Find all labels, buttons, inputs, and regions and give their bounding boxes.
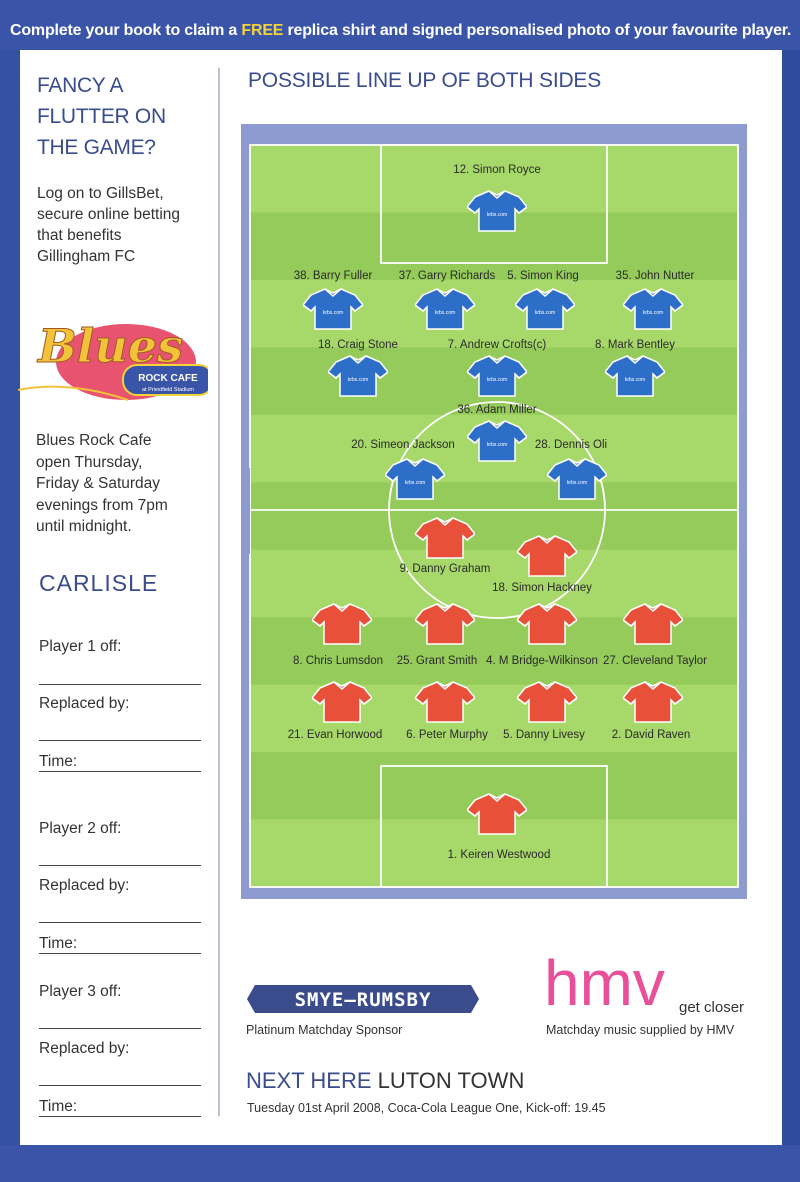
blues-line: Friday & Saturday: [36, 475, 161, 492]
logo-small-text: at Priestfield Stadium: [142, 387, 194, 393]
banner-text-end: replica shirt and signed personalised photo of your favourite player.: [283, 22, 792, 39]
blue-player-name: 7. Andrew Crofts(c): [447, 339, 547, 351]
shirt-sponsor-text: krbs.com: [566, 480, 588, 486]
next-match-heading: [246, 1068, 524, 1094]
smye-logo-text: SMYE—RUMSBY: [294, 989, 432, 1011]
football-pitch: [241, 124, 747, 899]
red-player-name: 27. Cleveland Taylor: [603, 655, 707, 667]
blue-player-name: 12. Simon Royce: [453, 164, 541, 176]
blues-line: open Thursday,: [36, 453, 143, 471]
shirt-sponsor-text: krbs.com: [434, 310, 456, 316]
player-3-off-field[interactable]: [39, 1028, 201, 1029]
fancy-a-flutter-heading: [37, 70, 207, 163]
hmv-logo-text: hmv: [544, 947, 665, 1015]
next-here-label: NEXT HERE: [246, 1068, 372, 1093]
hmv-label: Matchday music supplied by HMV: [546, 1023, 735, 1037]
player-3-off-label: Player 3 off:: [39, 983, 122, 1000]
logo-main-text: Blues: [38, 319, 183, 373]
blues-line: until midnight.: [36, 518, 132, 535]
right-band: [782, 50, 800, 1145]
player-3-replaced-field[interactable]: [39, 1085, 201, 1086]
red-player-name: 25. Grant Smith: [396, 655, 478, 667]
blues-rock-cafe-text: [36, 430, 211, 538]
gillsbet-line: Gillingham FC: [37, 248, 136, 265]
shirt-sponsor-text: krbs.com: [642, 310, 664, 316]
red-player-name: 4. M Bridge-Wilkinson: [486, 655, 598, 667]
player-1-replaced-field[interactable]: [39, 740, 201, 741]
gillsbet-line: Log on to GillsBet,: [37, 185, 164, 202]
player-2-time-field[interactable]: [39, 953, 201, 954]
shirt-sponsor-text: krbs.com: [404, 480, 426, 486]
red-player-name: 1. Keiren Westwood: [447, 849, 551, 861]
pitch-stripes: [250, 145, 738, 888]
blue-player-name: 38. Barry Fuller: [293, 270, 373, 282]
red-player-name: 5. Danny Livesy: [503, 729, 585, 741]
player-1-off-field[interactable]: [39, 684, 201, 685]
red-player-name: 8. Chris Lumsdon: [292, 655, 384, 667]
red-player-name: 2. David Raven: [611, 729, 691, 741]
red-player-name: 6. Peter Murphy: [406, 729, 488, 741]
player-1-replaced-label: Replaced by:: [39, 695, 130, 712]
blue-player-name: 18. Craig Stone: [318, 339, 398, 351]
player-1-time-field[interactable]: [39, 771, 201, 772]
player-1-time-label: Time:: [39, 753, 78, 770]
smye-rumsby-logo: [247, 985, 487, 1013]
player-3-time-label: Time:: [39, 1098, 78, 1115]
player-2-replaced-label: Replaced by:: [39, 877, 130, 894]
player-1-off-label: Player 1 off:: [39, 638, 122, 655]
red-player-name: 9. Danny Graham: [399, 563, 491, 575]
pitch-stripe: [250, 482, 738, 550]
blues-rock-cafe-logo: [8, 310, 208, 410]
blue-player-name: 36. Adam Miller: [457, 404, 537, 416]
shirt-sponsor-text: krbs.com: [347, 377, 369, 383]
shirt-sponsor-text: krbs.com: [534, 310, 556, 316]
blue-player-name: 37. Garry Richards: [398, 270, 496, 282]
player-2-off-field[interactable]: [39, 865, 201, 866]
shirt-sponsor-text: krbs.com: [322, 310, 344, 316]
player-2-replaced-field[interactable]: [39, 922, 201, 923]
player-2-time-label: Time:: [39, 935, 78, 952]
blues-line: Blues Rock Cafe: [36, 432, 152, 449]
shirt-sponsor-text: krbs.com: [486, 212, 508, 218]
fancy-line: THE GAME?: [37, 136, 156, 159]
blues-line: evenings from 7pm: [36, 496, 168, 514]
banner-text-start: Complete your book to claim a: [10, 22, 242, 39]
side-tab: [241, 468, 250, 554]
top-banner: [0, 0, 800, 50]
logo-sub-text: ROCK CAFE: [138, 373, 198, 384]
gillsbet-line: that benefits: [37, 227, 122, 244]
shirt-sponsor-text: krbs.com: [624, 377, 646, 383]
blue-player-name: 8. Mark Bentley: [595, 339, 675, 351]
column-divider: [218, 68, 220, 1116]
blue-player-name: 20. Simeon Jackson: [351, 439, 455, 451]
blue-player-name: 28. Dennis Oli: [534, 439, 608, 451]
bottom-band: [0, 1145, 800, 1182]
platinum-sponsor-label: Platinum Matchday Sponsor: [246, 1023, 403, 1037]
blue-player-name: 35. John Nutter: [615, 270, 695, 282]
player-3-replaced-label: Replaced by:: [39, 1040, 130, 1057]
hmv-tagline: get closer: [679, 999, 745, 1015]
next-opponent: LUTON TOWN: [377, 1068, 525, 1093]
team-heading-carlisle: CARLISLE: [39, 570, 159, 596]
blue-player-name: 5. Simon King: [507, 270, 579, 282]
hmv-logo: [544, 945, 754, 1015]
shirt-sponsor-text: krbs.com: [486, 442, 508, 448]
lineup-title: POSSIBLE LINE UP OF BOTH SIDES: [248, 69, 602, 92]
red-player-name: 21. Evan Horwood: [287, 729, 383, 741]
player-3-time-field[interactable]: [39, 1116, 201, 1117]
red-player-name: 18. Simon Hackney: [492, 582, 592, 594]
player-2-off-label: Player 2 off:: [39, 820, 122, 837]
gillsbet-text: [37, 183, 207, 267]
fancy-line: FANCY A: [37, 74, 124, 97]
fancy-line: FLUTTER ON: [37, 105, 166, 128]
banner-free: FREE: [241, 22, 284, 39]
next-match-details: Tuesday 01st April 2008, Coca-Cola League One, Kick-off: 19.45: [247, 1101, 606, 1115]
gillsbet-line: secure online betting: [37, 206, 181, 223]
shirt-sponsor-text: krbs.com: [486, 377, 508, 383]
banner-text: [10, 22, 791, 40]
